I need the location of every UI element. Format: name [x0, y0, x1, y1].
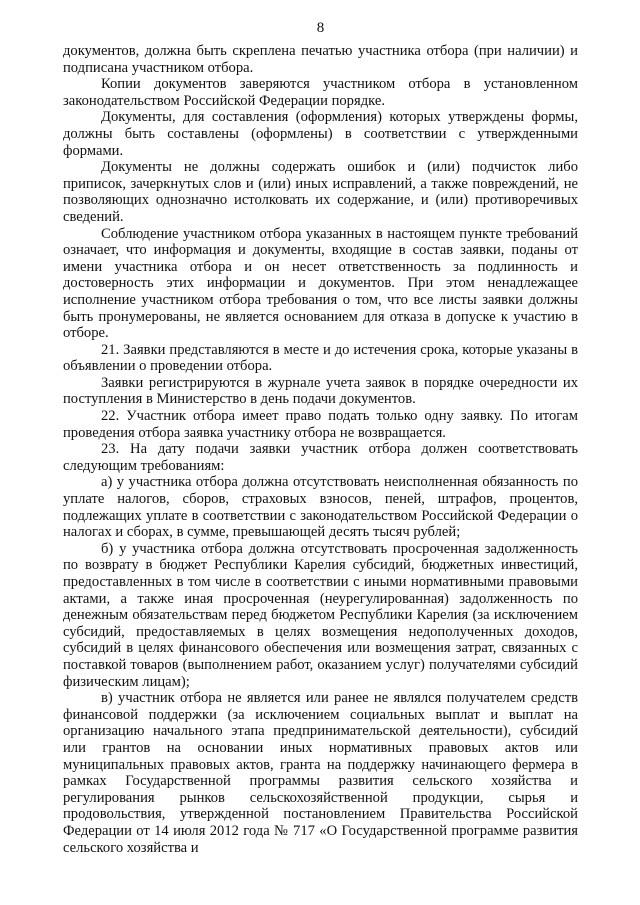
paragraph: а) у участника отбора должна отсутствовать неисполненная обязанность по уплате налогов, сборов, страховых взносов, пеней, штрафов, процентов, подлежащих уплате в соответствии с законодательством Российской Федерации о налогах и сборах, в сумме, превышающей десять тысяч рублей; — [63, 474, 578, 541]
paragraph: б) у участника отбора должна отсутствовать просроченная задолженность по возврату в бюджет Республики Карелия субсидий, бюджетных инвестиций, предоставленных в том числе в соответствии с иными нормативными правовыми актами, а также иная просроченная (неурегулированная) задолженность по денежным обязательствам перед бюджетом Республики Карелия (за исключением субсидий, предоставляемых в целях возмещения недополученных доходов, субсидий в целях финансового обеспечения или возмещения затрат, связанных с поставкой товаров (выполнением работ, оказанием услуг) получателями субсидий физическим лицам); — [63, 540, 578, 690]
paragraph: Документы, для составления (оформления) которых утверждены формы, должны быть составлены (оформлены) в соответствии с утвержденными формами. — [63, 109, 578, 159]
document-body — [63, 43, 578, 856]
page-number: 8 — [316, 20, 325, 36]
paragraph: Заявки регистрируются в журнале учета заявок в порядке очередности их поступления в Министерство в день подачи документов. — [63, 374, 578, 408]
document-page — [63, 0, 578, 905]
paragraph: 22. Участник отбора имеет право подать только одну заявку. По итогам проведения отбора заявка участнику отбора не возвращается. — [63, 408, 578, 441]
paragraph: 23. На дату подачи заявки участник отбора должен соответствовать следующим требованиям: — [63, 441, 578, 474]
paragraph: в) участник отбора не является или ранее не являлся получателем средств финансовой поддержки (за исключением социальных выплат и выплат на организацию начального этапа предпринимательской деятельности), субсидий или грантов на основании иных нормативных правовых актов или муниципальных правовых актов, гранта на поддержку начинающего фермера в рамках Государственной программы развития сельского хозяйства и регулирования рынков сельскохозяйственной продукции, сырья и продовольствия, утвержденной постановлением Правительства Российской Федерации от 14 июля 2012 года № 717 «О Государственной программе развития сельского хозяйства и — [63, 690, 578, 856]
paragraph: Соблюдение участником отбора указанных в настоящем пункте требований означает, что информация и документы, входящие в состав заявки, поданы от имени участника отбора и он несет ответственность за подлинность и достоверность этих информации и документов. При этом ненадлежащее исполнение участником отбора требования о том, что все листы заявки должны быть пронумерованы, не является основанием для отказа в допуске к участию в отборе. — [63, 225, 578, 342]
paragraph: документов, должна быть скреплена печатью участника отбора (при наличии) и подписана участником отбора. — [63, 43, 578, 76]
paragraph: Копии документов заверяются участником отбора в установленном законодательством Российской Федерации порядке. — [63, 76, 578, 109]
paragraph: 21. Заявки представляются в месте и до истечения срока, которые указаны в объявлении о проведении отбора. — [63, 341, 578, 375]
paragraph: Документы не должны содержать ошибок и (или) подчисток либо приписок, зачеркнутых слов и (или) иных исправлений, а также повреждений, не позволяющих однозначно истолковать их содержание, и (или) противоречивых сведений. — [63, 159, 578, 225]
